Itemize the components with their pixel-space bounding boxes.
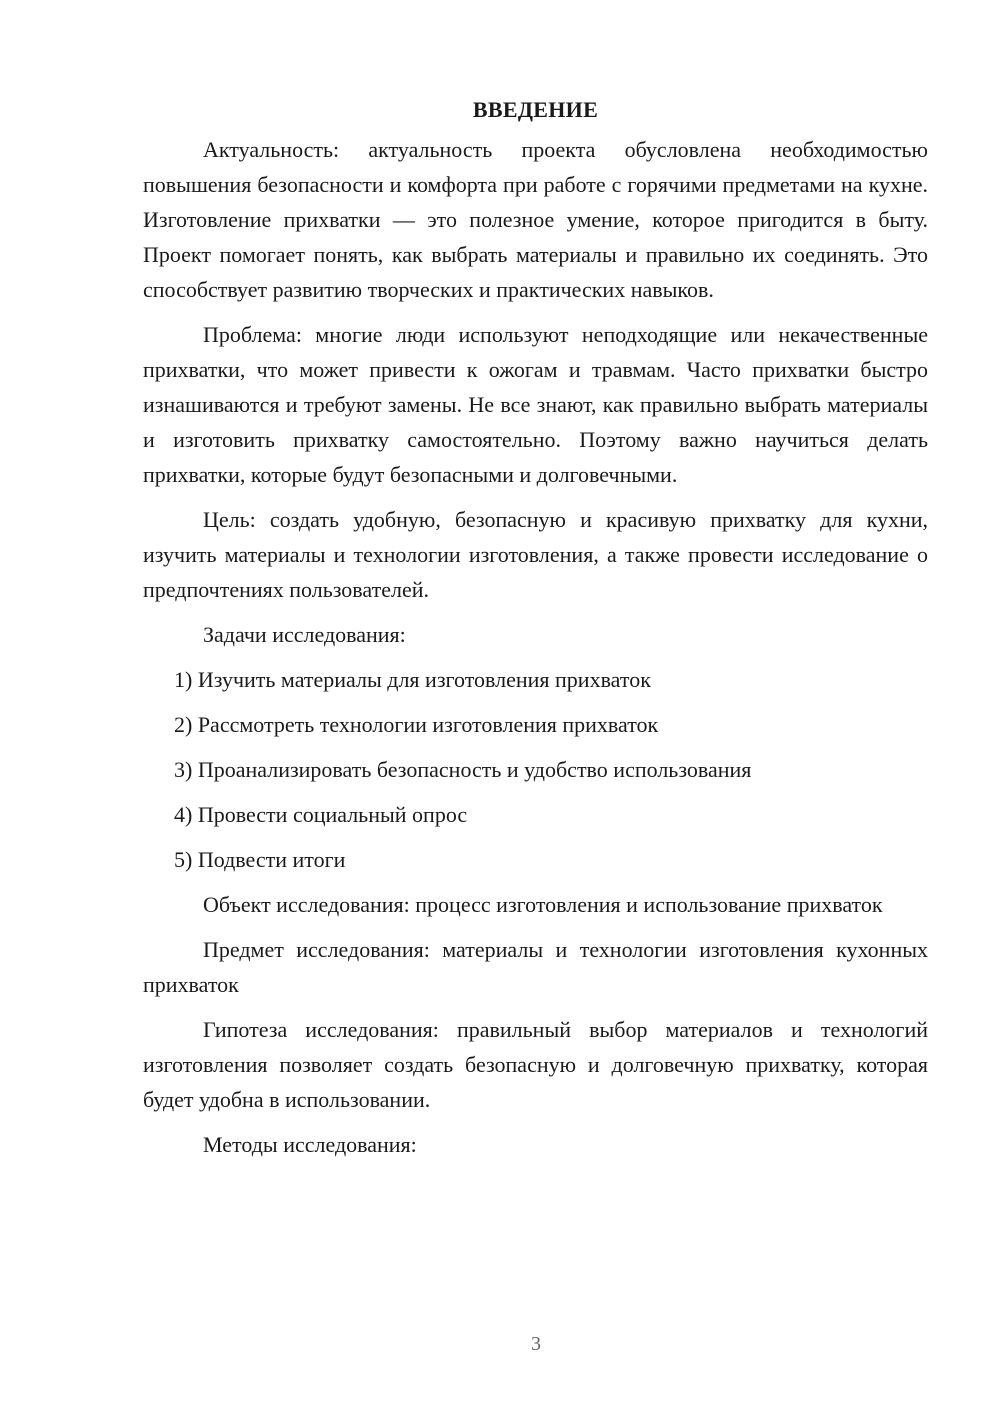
page-number: 3: [531, 1333, 541, 1355]
hypothesis-paragraph: Гипотеза исследования: правильный выбор материалов и технологий изготовления позволяет создать безопасную и долговечную прихватку, которая будет удобна в использовании.: [143, 1017, 928, 1112]
goal-paragraph: Цель: создать удобную, безопасную и красивую прихватку для кухни, изучить материалы и технологии изготовления, а также провести исследование о предпочтениях пользователей.: [143, 507, 928, 602]
task-item: 5) Подвести итоги: [174, 847, 346, 872]
task-item: 1) Изучить материалы для изготовления прихваток: [174, 667, 651, 692]
methods-title: Методы исследования:: [203, 1132, 417, 1157]
problem-paragraph: Проблема: многие люди используют неподходящие или некачественные прихватки, что может привести к ожогам и травмам. Часто прихватки быстро изнашиваются и требуют замены. Не все знают, как правильно выбрать материалы и изготовить прихватку самостоятельно. Поэтому важно научиться делать прихватки, которые будут безопасными и долговечными.: [143, 322, 928, 487]
task-item: 3) Проанализировать безопасность и удобство использования: [174, 757, 752, 782]
relevance-paragraph: Актуальность: актуальность проекта обусловлена необходимостью повышения безопасности и комфорта при работе с горячими предметами на кухне. Изготовление прихватки — это полезное умение, которое пригодится в быту. Проект помогает понять, как выбрать материалы и правильно их соединять. Это способствует развитию творческих и практических навыков.: [143, 137, 928, 302]
tasks-title: Задачи исследования:: [203, 622, 406, 647]
task-item: 2) Рассмотреть технологии изготовления прихваток: [174, 712, 659, 737]
tasks-list: [143, 662, 928, 877]
page-content: [143, 92, 928, 1172]
object-paragraph: Объект исследования: процесс изготовления и использование прихваток: [203, 892, 883, 917]
task-item: 4) Провести социальный опрос: [174, 802, 468, 827]
section-heading: ВВЕДЕНИЕ: [472, 97, 599, 122]
subject-paragraph: Предмет исследования: материалы и технологии изготовления кухонных прихваток: [143, 937, 928, 997]
